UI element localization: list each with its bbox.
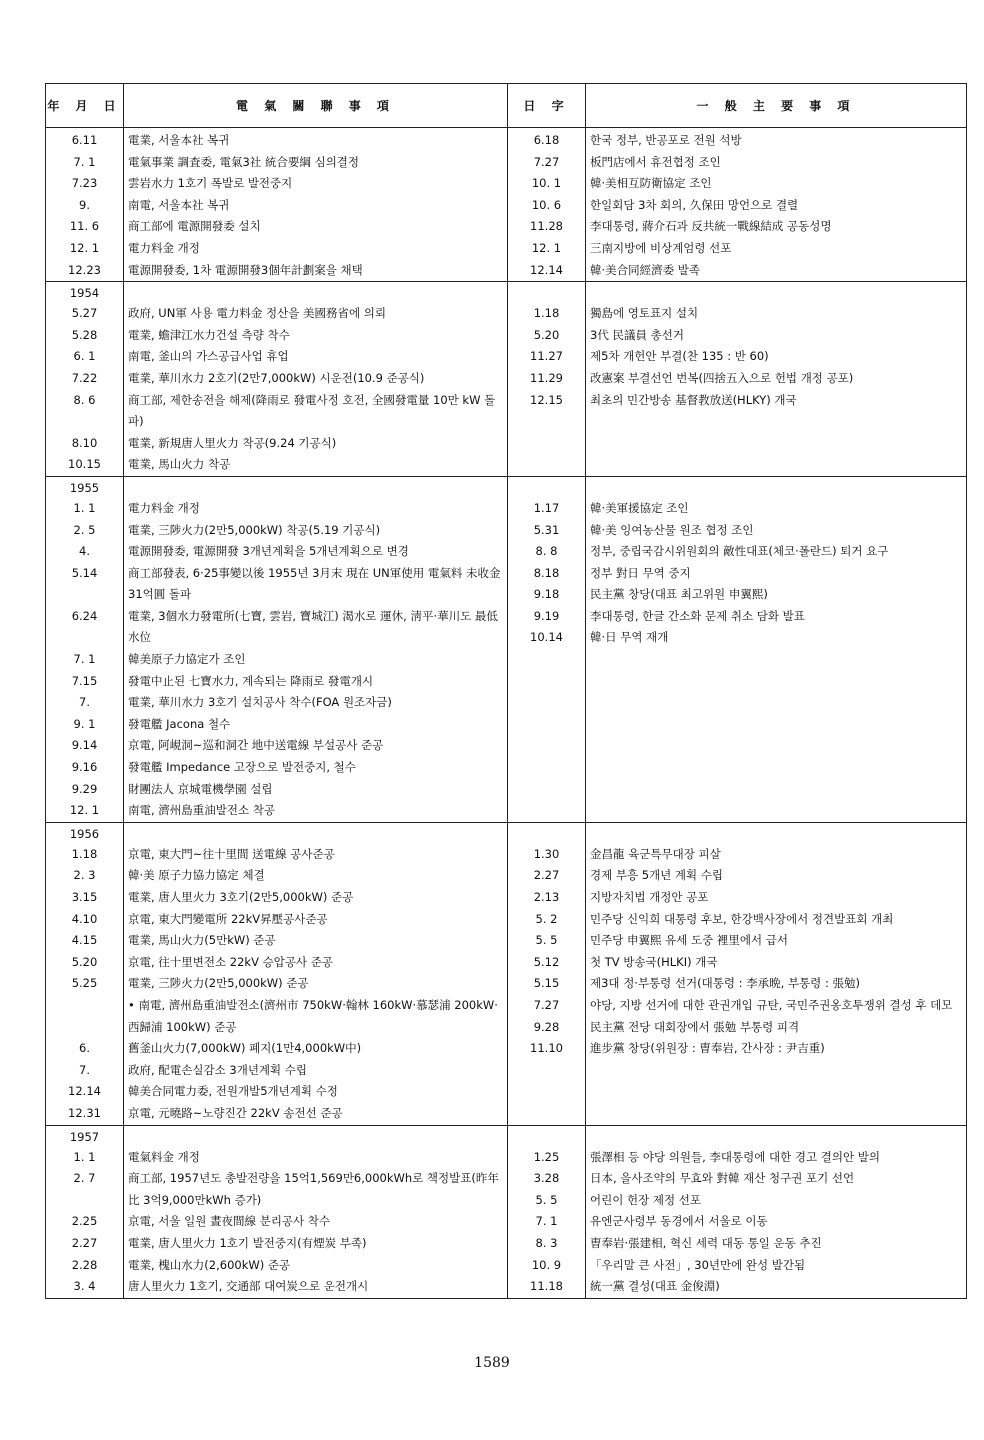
day-cell <box>508 476 586 822</box>
electric-event-date: 7. 1 <box>73 652 96 667</box>
general-event-date: 12.14 <box>530 262 563 277</box>
section-year: 1956 <box>69 826 100 841</box>
general-event-text: 張澤相 등 야당 의원들, 李대통령에 대한 경고 결의안 발의 <box>590 1149 880 1164</box>
general-events-cell <box>586 128 967 282</box>
electric-event-date: 7.23 <box>71 176 98 191</box>
electric-event-date: 7. <box>79 695 90 710</box>
year-spacer <box>128 479 503 498</box>
general-event-text: 정부, 중립국감시위원회의 敵性대표(체코·폴란드) 퇴거 요구 <box>590 544 889 559</box>
electric-event-text: 電業, 槐山水力(2,600kW) 준공 <box>128 1257 291 1272</box>
electric-event-date: 7. 1 <box>73 154 96 169</box>
electric-event-text: 電業, 蟾津江水力건설 측량 착수 <box>128 327 290 342</box>
electric-event-date: 9.29 <box>71 781 98 796</box>
year-spacer <box>512 284 581 303</box>
general-event-date: 10.14 <box>530 630 563 645</box>
electric-event-text: 發電艦 Impedance 고장으로 발전중지, 철수 <box>128 760 356 775</box>
electric-event-date: 12.23 <box>68 262 101 277</box>
electric-event-text: 南電, 서울本社 복귀 <box>128 197 230 212</box>
general-event-date: 12. 1 <box>531 240 562 255</box>
electric-event-date: 5.20 <box>71 954 98 969</box>
electric-event-text: 發電艦 Jacona 철수 <box>128 716 231 731</box>
chronology-table-wrapper <box>45 83 966 1299</box>
electric-event-date: 5.28 <box>71 327 98 342</box>
day-cell <box>508 822 586 1125</box>
year-spacer <box>128 284 503 303</box>
year-spacer <box>590 1128 962 1147</box>
section-year: 1954 <box>69 286 100 301</box>
year-spacer <box>128 1128 503 1147</box>
electric-event-date: 8.10 <box>71 435 98 450</box>
electric-events-cell <box>124 1125 508 1298</box>
electric-event-date: 9.14 <box>71 738 98 753</box>
electric-event-text: 電源開發委, 電源開發 3개년계획을 5개년계획으로 변경 <box>128 544 409 559</box>
general-event-text: 韓·美相互防衛協定 조인 <box>590 176 712 191</box>
general-event-text: 改憲案 부결선언 번복(四捨五入으로 헌법 개정 공포) <box>590 370 854 385</box>
general-event-date: 9.28 <box>533 1019 560 1034</box>
general-event-date: 8. 3 <box>535 1235 558 1250</box>
day-cell <box>508 282 586 477</box>
electric-event-date: 3.15 <box>71 890 98 904</box>
electric-event-text: 京電, 往十里변전소 22kV 승압공사 준공 <box>128 954 333 969</box>
general-event-date: 8. 8 <box>535 544 558 559</box>
general-event-text: 지방자치법 개정안 공포 <box>590 890 709 904</box>
electric-event-text: 唐人里火力 1호기, 交通部 대여炭으로 운전개시 <box>128 1279 369 1294</box>
general-event-date: 9.18 <box>533 587 560 602</box>
year-spacer <box>512 825 581 844</box>
electric-event-date <box>50 995 119 1038</box>
electric-event-date: 6.24 <box>71 608 98 623</box>
electric-event-date: 5.25 <box>71 976 98 991</box>
general-event-text: 정부 對日 무역 중지 <box>590 565 691 580</box>
electric-event-text: 電業, 馬山火力(5만kW) 준공 <box>128 933 276 948</box>
electric-event-text: 電力料金 개정 <box>128 240 200 255</box>
electric-events-cell <box>124 822 508 1125</box>
header-electric-events: 電 氣 關 聯 事 項 <box>124 84 508 128</box>
general-event-date: 1.17 <box>533 500 560 515</box>
electric-event-date: 12. 1 <box>69 803 100 818</box>
general-event-date: 6.18 <box>533 133 560 147</box>
general-event-text: 曺奉岩·張建相, 혁신 세력 대동 통일 운동 추진 <box>590 1235 822 1250</box>
header-date: 年 月 日 <box>46 84 124 128</box>
section-row <box>46 128 967 282</box>
general-event-date: 1.18 <box>533 306 560 321</box>
electric-event-date: 1. 1 <box>73 500 96 515</box>
general-event-text: 한국 정부, 반공포로 전원 석방 <box>590 133 742 147</box>
electric-event-date: 6. 1 <box>73 349 96 364</box>
general-event-date: 5.15 <box>533 976 560 991</box>
general-event-date: 7. 1 <box>535 1214 558 1229</box>
general-event-date: 10. 9 <box>531 1257 562 1272</box>
general-events-cell <box>586 476 967 822</box>
general-event-date: 5. 5 <box>535 1192 558 1207</box>
general-event-text: 三南지방에 비상계엄령 선포 <box>590 240 732 255</box>
electric-event-text: 京電, 元曉路~노량진간 22kV 송전선 준공 <box>128 1105 343 1120</box>
date-cell <box>46 282 124 477</box>
electric-event-text: 韓·美 原子力協力協定 체결 <box>128 868 265 883</box>
electric-event-text: 電業, 3個水力發電所(七寶, 雲岩, 寶城江) 渴水로 運休, 淸平·華川도 最低水位 <box>128 608 498 645</box>
general-event-date: 2.13 <box>533 890 560 904</box>
year-spacer <box>128 825 503 844</box>
general-event-date: 12.15 <box>530 392 563 407</box>
year-spacer <box>512 1128 581 1147</box>
electric-event-text: 電業, 馬山火力 착공 <box>128 457 231 472</box>
electric-event-text: 雲岩水力 1호기 폭발로 발전중지 <box>128 176 293 191</box>
electric-event-text: 政府, UN軍 사용 電力料金 정산을 美國務省에 의뢰 <box>128 306 386 321</box>
electric-event-date: 2. 3 <box>73 868 96 883</box>
electric-event-text: 發電中止된 七寶水力, 계속되는 降雨로 發電개시 <box>128 673 374 688</box>
general-events-cell <box>586 822 967 1125</box>
electric-event-text: 京電, 東大門變電所 22kV昇壓공사준공 <box>128 911 328 926</box>
electric-event-text: 電業, 新規唐人里火力 착공(9.24 기공식) <box>128 435 337 450</box>
general-event-text: 韓·美合同經濟委 발족 <box>590 262 701 277</box>
general-event-date: 7.27 <box>533 997 560 1012</box>
year-spacer <box>512 479 581 498</box>
electric-event-text: 南電, 釜山의 가스공급사업 휴업 <box>128 349 289 364</box>
general-event-date: 8.18 <box>533 565 560 580</box>
date-cell <box>46 476 124 822</box>
general-event-date: 5.20 <box>533 327 560 342</box>
date-cell <box>46 128 124 282</box>
general-event-text: 민주당 申翼熙 유세 도중 裡里에서 급서 <box>590 933 788 948</box>
table-body <box>46 128 967 1299</box>
electric-event-text: 商工部, 1957년도 총발전량을 15억1,569만6,000kWh로 책정발표(昨年比 3억9,000만kWh 증가) <box>128 1171 499 1207</box>
electric-event-date: 5.14 <box>71 565 98 580</box>
electric-event-date: 12. 1 <box>69 240 100 255</box>
general-event-text: 민주당 신익희 대통령 후보, 한강백사장에서 정견발표회 개최 <box>590 911 894 926</box>
electric-event-date: 2. 7 <box>73 1171 96 1186</box>
section-year: 1955 <box>69 480 100 495</box>
electric-event-date: 4. <box>79 544 90 559</box>
electric-event-date: 9.16 <box>71 760 98 775</box>
general-event-text: 韓·美 잉여농산물 원조 협정 조인 <box>590 522 754 537</box>
electric-event-text: 電氣料金 개정 <box>128 1149 200 1164</box>
electric-event-text: 商工部, 제한송전을 해제(降雨로 發電사정 호전, 全國發電量 10만 kW 돌파) <box>128 392 496 429</box>
general-event-text: 李대통령, 한글 간소화 문제 취소 담화 발표 <box>590 608 805 623</box>
electric-event-text: 韓美合同電力委, 전원개발5개년계획 수정 <box>128 1084 338 1099</box>
electric-event-date: 2.27 <box>71 1235 98 1250</box>
electric-event-date: 8. 6 <box>73 392 96 407</box>
general-event-date: 2.27 <box>533 868 560 883</box>
general-event-text: 첫 TV 방송국(HLKI) 개국 <box>590 954 718 969</box>
electric-event-text: 電業, 三陟火力(2만5,000kW) 착공(5.19 기공식) <box>128 522 381 537</box>
electric-events-cell <box>124 476 508 822</box>
electric-event-text: 商工部發表, 6·25事變以後 1955년 3月末 現在 UN軍使用 電氣料 未收金 31억圓 돌파 <box>128 565 501 602</box>
section-row <box>46 282 967 477</box>
electric-event-text: 舊釜山火力(7,000kW) 폐지(1만4,000kW中) <box>128 1041 362 1056</box>
day-cell <box>508 128 586 282</box>
general-events-cell <box>586 1125 967 1298</box>
general-event-date: 10. 1 <box>531 176 562 191</box>
electric-event-date: 7.15 <box>71 673 98 688</box>
general-event-text: 최초의 민간방송 基督教放送(HLKY) 개국 <box>590 392 797 407</box>
electric-event-date: 4.10 <box>71 911 98 926</box>
electric-event-text: 商工部에 電源開發委 설치 <box>128 219 261 234</box>
electric-event-date: 9. 1 <box>73 716 96 731</box>
general-event-date: 7.27 <box>533 154 560 169</box>
general-event-date: 5. 2 <box>535 911 558 926</box>
general-event-text: 日本, 을사조약의 무효와 對韓 재산 청구권 포기 선언 <box>590 1171 855 1186</box>
section-row <box>46 822 967 1125</box>
electric-event-text: 京電, 阿峴洞~巡和洞간 地中送電線 부설공사 준공 <box>128 738 384 753</box>
general-event-date: 5.12 <box>533 954 560 969</box>
general-event-text: 韓·日 무역 재개 <box>590 630 669 645</box>
general-event-date: 5. 5 <box>535 933 558 948</box>
electric-event-date: 7.22 <box>71 370 98 385</box>
electric-event-date: 10.15 <box>68 457 101 472</box>
general-event-text: 어린이 헌장 제정 선포 <box>590 1192 701 1207</box>
general-event-date: 10. 6 <box>531 197 562 212</box>
electric-event-text: 電業, 三陟火力(2만5,000kW) 준공 <box>128 976 309 991</box>
general-events-cell <box>586 282 967 477</box>
electric-event-text: 財團法人 京城電機學園 설립 <box>128 781 273 796</box>
electric-event-date: 4.15 <box>71 933 98 948</box>
year-spacer <box>590 479 962 498</box>
header-general-events: 一 般 主 要 事 項 <box>586 84 967 128</box>
electric-event-date: 7. <box>79 1062 90 1077</box>
general-event-date: 9.19 <box>533 608 560 623</box>
electric-event-text: • 南電, 濟州島重油발전소(濟州市 750kW·翰林 160kW·慕瑟浦 200kW·西歸浦 100kW) 준공 <box>128 997 498 1034</box>
electric-event-text: 電業, 唐人里火力 1호기 발전중지(有煙炭 부족) <box>128 1235 367 1250</box>
electric-event-text: 電源開發委, 1차 電源開發3個年計劃案을 채택 <box>128 262 363 277</box>
section-row <box>46 1125 967 1298</box>
header-day: 日 字 <box>508 84 586 128</box>
electric-event-text: 電力料金 개정 <box>128 500 200 515</box>
general-event-text: 3代 民議員 총선거 <box>590 327 684 342</box>
year-spacer <box>590 825 962 844</box>
electric-event-text: 電業, 서울本社 복귀 <box>128 133 230 147</box>
general-event-text: 韓·美軍援協定 조인 <box>590 500 689 515</box>
electric-event-date: 3. 4 <box>73 1279 96 1294</box>
electric-event-text: 電氣事業 調査委, 電氣3社 統合要綱 심의결정 <box>128 154 360 169</box>
electric-event-date: 9. <box>79 197 90 212</box>
electric-event-date: 1.18 <box>71 846 98 861</box>
date-cell <box>46 1125 124 1298</box>
electric-event-text: 京電, 東大門~往十里間 送電線 공사준공 <box>128 846 335 861</box>
general-event-text: 한일회담 3차 회의, 久保田 망언으로 결렬 <box>590 197 799 212</box>
general-event-text: 金昌龍 육군특무대장 피살 <box>590 846 721 861</box>
general-event-text: 제3대 정·부통령 선거(대통령 : 李承晩, 부통령 : 張勉) <box>590 976 860 991</box>
electric-event-text: 電業, 唐人里火力 3호기(2만5,000kW) 준공 <box>128 890 354 904</box>
general-event-text: 제5차 개헌안 부결(찬 135 : 반 60) <box>590 349 769 364</box>
date-cell <box>46 822 124 1125</box>
electric-event-text: 政府, 配電손실감소 3개년계획 수립 <box>128 1062 308 1077</box>
general-event-date: 11.28 <box>530 219 563 234</box>
general-event-date: 11.27 <box>530 349 563 364</box>
general-event-date: 11.29 <box>530 370 563 385</box>
day-cell <box>508 1125 586 1298</box>
general-event-text: 民主黨 전당 대회장에서 張勉 부통령 피격 <box>590 1019 800 1034</box>
section-year: 1957 <box>69 1129 100 1144</box>
electric-event-date: 12.14 <box>68 1084 101 1099</box>
electric-event-date: 12.31 <box>68 1105 101 1120</box>
electric-event-date: 5.27 <box>71 306 98 321</box>
section-row <box>46 476 967 822</box>
electric-event-date: 6. <box>79 1041 90 1056</box>
electric-event-date: 2.28 <box>71 1257 98 1272</box>
general-event-text: 경제 부흥 5개년 계획 수립 <box>590 868 724 883</box>
general-event-date: 1.25 <box>533 1149 560 1164</box>
table-header-row <box>46 84 967 128</box>
general-event-text: 民主黨 창당(대표 최고위원 申翼熙) <box>590 587 768 602</box>
electric-event-date: 11. 6 <box>69 219 100 234</box>
general-event-text: 統一黨 결성(대표 金俊淵) <box>590 1279 720 1294</box>
electric-event-text: 京電, 서울 일원 晝夜間線 분리공사 착수 <box>128 1214 331 1229</box>
general-event-text: 進步黨 창당(위원장 : 曺奉岩, 간사장 : 尹吉重) <box>590 1041 825 1056</box>
general-event-text: 獨島에 영토표지 설치 <box>590 306 699 321</box>
general-event-date: 11.18 <box>530 1279 563 1294</box>
chronology-table <box>45 83 967 1299</box>
general-event-text: 板門店에서 휴전협정 조인 <box>590 154 721 169</box>
electric-events-cell <box>124 128 508 282</box>
general-event-date: 11.10 <box>530 1041 563 1056</box>
general-event-date: 1.30 <box>533 846 560 861</box>
year-spacer <box>590 284 962 303</box>
general-event-date: 5.31 <box>533 522 560 537</box>
general-event-date: 3.28 <box>533 1171 560 1186</box>
electric-event-date: 6.11 <box>71 133 98 147</box>
electric-event-date: 1. 1 <box>73 1149 96 1164</box>
page-number: 1589 <box>474 1355 510 1371</box>
electric-event-date: 2. 5 <box>73 522 96 537</box>
electric-event-text: 電業, 華川水力 3호기 설치공사 착수(FOA 원조자금) <box>128 695 392 710</box>
general-event-text: 李대통령, 蔣介石과 反共統一戰線結成 공동성명 <box>590 219 832 234</box>
general-event-text: 야당, 지방 선거에 대한 관권개입 규탄, 국민주권옹호투쟁위 결성 후 데모 <box>590 997 953 1012</box>
electric-event-text: 韓美原子力協定가 조인 <box>128 652 246 667</box>
electric-event-date: 2.25 <box>71 1214 98 1229</box>
electric-event-text: 電業, 華川水力 2호기(2만7,000kW) 시운전(10.9 준공식) <box>128 370 425 385</box>
electric-events-cell <box>124 282 508 477</box>
general-event-text: 「우리말 큰 사전」, 30년만에 완성 발간됨 <box>590 1257 806 1272</box>
general-event-text: 유엔군사령부 동경에서 서울로 이동 <box>590 1214 768 1229</box>
electric-event-text: 南電, 濟州島重油발전소 착공 <box>128 803 276 818</box>
